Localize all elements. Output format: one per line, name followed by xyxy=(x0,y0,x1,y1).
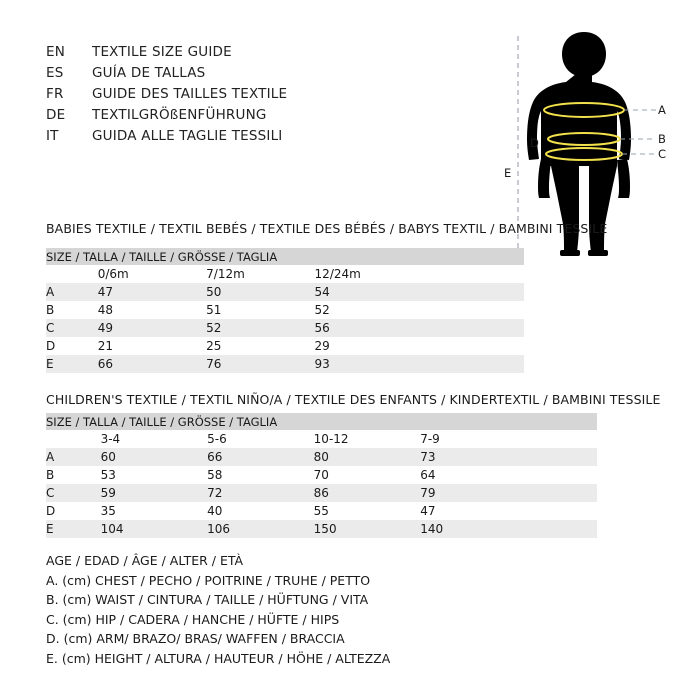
cell-value: 40 xyxy=(207,502,314,520)
cell-value: 76 xyxy=(206,355,314,373)
cell-value: 55 xyxy=(314,502,421,520)
column-header: 5-6 xyxy=(207,430,314,448)
cell-value: 47 xyxy=(420,502,597,520)
cell-value: 58 xyxy=(207,466,314,484)
children-size-table xyxy=(46,413,597,538)
table-row xyxy=(46,337,524,355)
cell-value: 73 xyxy=(420,448,597,466)
size-header-label: SIZE / TALLA / TAILLE / GRÖSSE / TAGLIA xyxy=(46,248,524,265)
cell-value: 25 xyxy=(206,337,314,355)
cell-value: 79 xyxy=(420,484,597,502)
cell-value: 54 xyxy=(315,283,524,301)
column-header: 10-12 xyxy=(314,430,421,448)
cell-value: 29 xyxy=(315,337,524,355)
cell-value: 52 xyxy=(315,301,524,319)
table-row xyxy=(46,319,524,337)
language-row xyxy=(46,65,287,86)
cell-value: 64 xyxy=(420,466,597,484)
size-header-label: SIZE / TALLA / TAILLE / GRÖSSE / TAGLIA xyxy=(46,413,597,430)
column-header: 7/12m xyxy=(206,265,314,283)
language-title-list xyxy=(46,44,287,149)
table-row xyxy=(46,283,524,301)
cell-value: 52 xyxy=(206,319,314,337)
table-row xyxy=(46,301,524,319)
column-header: 0/6m xyxy=(98,265,206,283)
cell-value: 49 xyxy=(98,319,206,337)
language-code: ES xyxy=(46,65,64,81)
empty-cell xyxy=(46,430,101,448)
legend-line: D. (cm) ARM/ BRAZO/ BRAS/ WAFFEN / BRACCIA xyxy=(46,631,345,646)
legend-line: AGE / EDAD / ÂGE / ALTER / ETÀ xyxy=(46,553,244,568)
row-label: A xyxy=(46,283,98,301)
cell-value: 93 xyxy=(315,355,524,373)
figure-label-a: A xyxy=(658,103,666,117)
children-section-title: CHILDREN'S TEXTILE / TEXTIL NIÑO/A / TEXTILE DES ENFANTS / KINDERTEXTIL / BAMBINI TESSILE xyxy=(46,392,661,407)
cell-value: 48 xyxy=(98,301,206,319)
table-row xyxy=(46,502,597,520)
column-header: 3-4 xyxy=(101,430,208,448)
cell-value: 86 xyxy=(314,484,421,502)
language-code: FR xyxy=(46,86,64,102)
empty-cell xyxy=(46,265,98,283)
table-row xyxy=(46,466,597,484)
cell-value: 47 xyxy=(98,283,206,301)
cell-value: 80 xyxy=(314,448,421,466)
cell-value: 150 xyxy=(314,520,421,538)
cell-value: 66 xyxy=(98,355,206,373)
cell-value: 104 xyxy=(101,520,208,538)
row-label: B xyxy=(46,466,101,484)
table-column-row xyxy=(46,265,524,283)
language-code: IT xyxy=(46,128,59,144)
language-title: GUIDE DES TAILLES TEXTILE xyxy=(92,86,288,102)
cell-value: 56 xyxy=(315,319,524,337)
language-title: GUIDA ALLE TAGLIE TESSILI xyxy=(92,128,283,144)
babies-size-table xyxy=(46,248,524,373)
figure-label-d: D xyxy=(530,136,539,150)
row-label: C xyxy=(46,484,101,502)
table-header-row xyxy=(46,248,524,265)
legend-line: C. (cm) HIP / CADERA / HANCHE / HÜFTE / HIPS xyxy=(46,611,340,627)
cell-value: 51 xyxy=(206,301,314,319)
language-row xyxy=(46,128,287,149)
language-row xyxy=(46,44,287,65)
row-label: D xyxy=(46,502,101,520)
cell-value: 35 xyxy=(101,502,208,520)
cell-value: 50 xyxy=(206,283,314,301)
column-header: 7-9 xyxy=(420,430,597,448)
table-row xyxy=(46,355,524,373)
row-label: A xyxy=(46,448,101,466)
cell-value: 21 xyxy=(98,337,206,355)
cell-value: 53 xyxy=(101,466,208,484)
cell-value: 60 xyxy=(101,448,208,466)
row-label: C xyxy=(46,319,98,337)
legend-line: B. (cm) WAIST / CINTURA / TAILLE / HÜFTUNG / VITA xyxy=(46,592,369,607)
language-title: GUÍA DE TALLAS xyxy=(92,65,206,81)
cell-value: 140 xyxy=(420,520,597,538)
language-title: TEXTILE SIZE GUIDE xyxy=(92,44,232,60)
figure-label-b: B xyxy=(658,132,666,146)
figure-label-e: E xyxy=(504,166,512,180)
row-label: E xyxy=(46,355,98,373)
language-code: DE xyxy=(46,107,66,123)
language-title: TEXTILGRÖßENFÜHRUNG xyxy=(92,107,267,123)
table-row xyxy=(46,484,597,502)
table-column-row xyxy=(46,430,597,448)
table-row xyxy=(46,448,597,466)
babies-section-title: BABIES TEXTILE / TEXTIL BEBÉS / TEXTILE DES BÉBÉS / BABYS TEXTIL / BAMBINI TESSILE xyxy=(46,221,608,236)
legend-line: A. (cm) CHEST / PECHO / POITRINE / TRUHE / PETTO xyxy=(46,572,371,588)
row-label: D xyxy=(46,337,98,355)
cell-value: 59 xyxy=(101,484,208,502)
measurement-legend xyxy=(46,551,390,668)
cell-value: 70 xyxy=(314,466,421,484)
table-header-row xyxy=(46,413,597,430)
language-row xyxy=(46,86,287,107)
language-row xyxy=(46,107,287,128)
language-code: EN xyxy=(46,44,66,60)
figure-label-c: C xyxy=(658,147,667,161)
row-label: E xyxy=(46,520,101,538)
column-header: 12/24m xyxy=(315,265,524,283)
legend-line: E. (cm) HEIGHT / ALTURA / HAUTEUR / HÖHE / ALTEZZA xyxy=(46,650,391,666)
cell-value: 72 xyxy=(207,484,314,502)
table-row xyxy=(46,520,597,538)
cell-value: 66 xyxy=(207,448,314,466)
cell-value: 106 xyxy=(207,520,314,538)
row-label: B xyxy=(46,301,98,319)
